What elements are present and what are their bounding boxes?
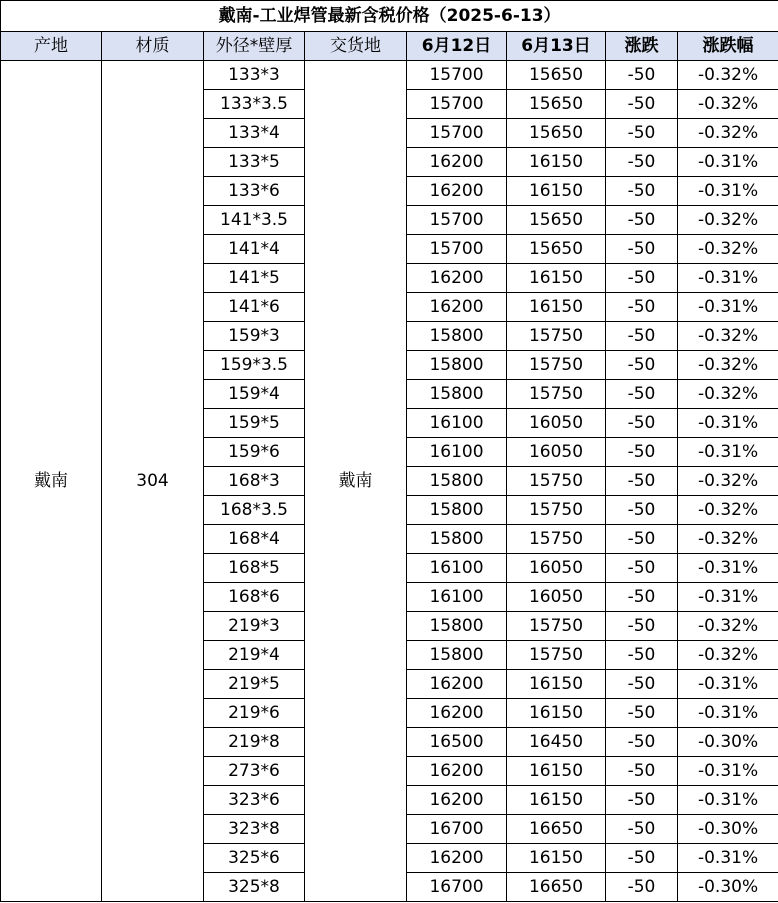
change-pct-cell: -0.32% [678, 119, 778, 148]
spec-cell: 325*6 [204, 844, 305, 873]
change-pct-cell: -0.32% [678, 525, 778, 554]
change-cell: -50 [606, 206, 678, 235]
price-jun13-cell: 15750 [507, 612, 606, 641]
price-jun12-cell: 16100 [407, 409, 507, 438]
spec-cell: 219*3 [204, 612, 305, 641]
change-cell: -50 [606, 873, 678, 902]
change-pct-cell: -0.32% [678, 641, 778, 670]
price-jun13-cell: 15750 [507, 380, 606, 409]
change-pct-cell: -0.32% [678, 61, 778, 90]
price-jun13-cell: 16150 [507, 264, 606, 293]
spec-cell: 141*5 [204, 264, 305, 293]
change-pct-cell: -0.32% [678, 496, 778, 525]
change-pct-cell: -0.32% [678, 612, 778, 641]
spec-cell: 219*4 [204, 641, 305, 670]
price-jun12-cell: 16100 [407, 554, 507, 583]
change-cell: -50 [606, 757, 678, 786]
material-cell: 304 [102, 61, 204, 902]
spec-cell: 273*6 [204, 757, 305, 786]
change-pct-cell: -0.32% [678, 322, 778, 351]
price-jun13-cell: 15750 [507, 467, 606, 496]
price-jun13-cell: 16150 [507, 293, 606, 322]
price-jun13-cell: 15750 [507, 351, 606, 380]
spec-cell: 133*3 [204, 61, 305, 90]
header-material: 材质 [102, 32, 204, 61]
header-delivery: 交货地 [305, 32, 407, 61]
price-jun13-cell: 15650 [507, 206, 606, 235]
origin-cell: 戴南 [1, 61, 102, 902]
spec-cell: 168*3.5 [204, 496, 305, 525]
change-cell: -50 [606, 264, 678, 293]
header-origin: 产地 [1, 32, 102, 61]
change-pct-cell: -0.31% [678, 844, 778, 873]
change-cell: -50 [606, 119, 678, 148]
spec-cell: 168*4 [204, 525, 305, 554]
price-jun13-cell: 16050 [507, 438, 606, 467]
spec-cell: 159*4 [204, 380, 305, 409]
spec-cell: 159*3.5 [204, 351, 305, 380]
header-change: 涨跌 [606, 32, 678, 61]
table-title: 戴南-工业焊管最新含税价格（2025-6-13） [1, 1, 778, 32]
change-pct-cell: -0.31% [678, 293, 778, 322]
change-cell: -50 [606, 380, 678, 409]
spec-cell: 141*6 [204, 293, 305, 322]
change-cell: -50 [606, 641, 678, 670]
change-pct-cell: -0.31% [678, 583, 778, 612]
change-pct-cell: -0.32% [678, 380, 778, 409]
spec-cell: 168*6 [204, 583, 305, 612]
price-jun13-cell: 15750 [507, 641, 606, 670]
price-jun12-cell: 16500 [407, 728, 507, 757]
spec-cell: 219*8 [204, 728, 305, 757]
change-cell: -50 [606, 815, 678, 844]
price-jun12-cell: 15800 [407, 322, 507, 351]
change-pct-cell: -0.31% [678, 264, 778, 293]
spec-cell: 141*3.5 [204, 206, 305, 235]
change-cell: -50 [606, 61, 678, 90]
change-cell: -50 [606, 438, 678, 467]
price-jun12-cell: 16200 [407, 670, 507, 699]
header-spec: 外径*壁厚 [204, 32, 305, 61]
change-cell: -50 [606, 786, 678, 815]
price-jun13-cell: 16150 [507, 670, 606, 699]
table-row [1, 61, 778, 90]
spec-cell: 159*3 [204, 322, 305, 351]
change-pct-cell: -0.31% [678, 554, 778, 583]
price-jun12-cell: 15700 [407, 235, 507, 264]
price-jun12-cell: 15800 [407, 467, 507, 496]
change-cell: -50 [606, 699, 678, 728]
price-jun12-cell: 16200 [407, 148, 507, 177]
change-cell: -50 [606, 728, 678, 757]
price-jun12-cell: 16700 [407, 815, 507, 844]
price-jun12-cell: 16200 [407, 786, 507, 815]
price-jun13-cell: 15650 [507, 119, 606, 148]
price-jun12-cell: 16200 [407, 699, 507, 728]
spec-cell: 325*8 [204, 873, 305, 902]
price-jun13-cell: 16150 [507, 844, 606, 873]
price-jun12-cell: 15800 [407, 612, 507, 641]
change-pct-cell: -0.32% [678, 351, 778, 380]
change-cell: -50 [606, 525, 678, 554]
header-row [1, 32, 778, 61]
change-pct-cell: -0.30% [678, 873, 778, 902]
change-pct-cell: -0.31% [678, 699, 778, 728]
change-pct-cell: -0.31% [678, 438, 778, 467]
price-jun13-cell: 16150 [507, 786, 606, 815]
change-pct-cell: -0.31% [678, 148, 778, 177]
price-jun13-cell: 15650 [507, 90, 606, 119]
price-jun13-cell: 16150 [507, 177, 606, 206]
change-pct-cell: -0.32% [678, 235, 778, 264]
spec-cell: 133*3.5 [204, 90, 305, 119]
price-jun12-cell: 16100 [407, 438, 507, 467]
change-pct-cell: -0.31% [678, 670, 778, 699]
change-pct-cell: -0.32% [678, 467, 778, 496]
price-jun13-cell: 16150 [507, 699, 606, 728]
change-cell: -50 [606, 496, 678, 525]
change-pct-cell: -0.31% [678, 409, 778, 438]
price-jun12-cell: 15800 [407, 351, 507, 380]
change-pct-cell: -0.32% [678, 90, 778, 119]
change-pct-cell: -0.31% [678, 786, 778, 815]
spec-cell: 168*3 [204, 467, 305, 496]
change-pct-cell: -0.30% [678, 728, 778, 757]
change-pct-cell: -0.32% [678, 206, 778, 235]
change-cell: -50 [606, 409, 678, 438]
price-jun12-cell: 15700 [407, 206, 507, 235]
change-cell: -50 [606, 322, 678, 351]
spec-cell: 133*6 [204, 177, 305, 206]
change-cell: -50 [606, 90, 678, 119]
price-jun13-cell: 15650 [507, 235, 606, 264]
price-jun13-cell: 16150 [507, 148, 606, 177]
price-jun13-cell: 15750 [507, 525, 606, 554]
price-jun12-cell: 15700 [407, 90, 507, 119]
price-jun13-cell: 16650 [507, 873, 606, 902]
header-price-jun13: 6月13日 [507, 32, 606, 61]
header-price-jun12: 6月12日 [407, 32, 507, 61]
price-jun12-cell: 16200 [407, 757, 507, 786]
title-row [1, 1, 778, 32]
price-jun12-cell: 15800 [407, 641, 507, 670]
price-jun12-cell: 15700 [407, 61, 507, 90]
change-cell: -50 [606, 844, 678, 873]
spec-cell: 141*4 [204, 235, 305, 264]
change-cell: -50 [606, 583, 678, 612]
price-jun13-cell: 15750 [507, 322, 606, 351]
spec-cell: 323*6 [204, 786, 305, 815]
change-pct-cell: -0.30% [678, 815, 778, 844]
spec-cell: 168*5 [204, 554, 305, 583]
price-jun12-cell: 16200 [407, 293, 507, 322]
change-cell: -50 [606, 467, 678, 496]
spec-cell: 159*6 [204, 438, 305, 467]
change-pct-cell: -0.31% [678, 757, 778, 786]
price-jun13-cell: 16450 [507, 728, 606, 757]
change-cell: -50 [606, 293, 678, 322]
price-jun12-cell: 15800 [407, 380, 507, 409]
price-jun13-cell: 16050 [507, 583, 606, 612]
change-cell: -50 [606, 670, 678, 699]
header-change-pct: 涨跌幅 [678, 32, 778, 61]
price-jun12-cell: 15800 [407, 525, 507, 554]
change-cell: -50 [606, 612, 678, 641]
spec-cell: 133*5 [204, 148, 305, 177]
price-jun12-cell: 15700 [407, 119, 507, 148]
change-cell: -50 [606, 554, 678, 583]
price-jun13-cell: 16050 [507, 554, 606, 583]
change-cell: -50 [606, 235, 678, 264]
spec-cell: 159*5 [204, 409, 305, 438]
change-cell: -50 [606, 148, 678, 177]
price-jun12-cell: 16200 [407, 264, 507, 293]
price-jun13-cell: 15650 [507, 61, 606, 90]
price-jun13-cell: 15750 [507, 496, 606, 525]
change-cell: -50 [606, 351, 678, 380]
price-jun12-cell: 16200 [407, 177, 507, 206]
price-jun13-cell: 16150 [507, 757, 606, 786]
price-jun12-cell: 15800 [407, 496, 507, 525]
price-jun13-cell: 16650 [507, 815, 606, 844]
price-jun13-cell: 16050 [507, 409, 606, 438]
change-pct-cell: -0.31% [678, 177, 778, 206]
price-jun12-cell: 16700 [407, 873, 507, 902]
price-jun12-cell: 16200 [407, 844, 507, 873]
price-jun12-cell: 16100 [407, 583, 507, 612]
spec-cell: 219*5 [204, 670, 305, 699]
change-cell: -50 [606, 177, 678, 206]
delivery-cell: 戴南 [305, 61, 407, 902]
spec-cell: 219*6 [204, 699, 305, 728]
spec-cell: 323*8 [204, 815, 305, 844]
spec-cell: 133*4 [204, 119, 305, 148]
